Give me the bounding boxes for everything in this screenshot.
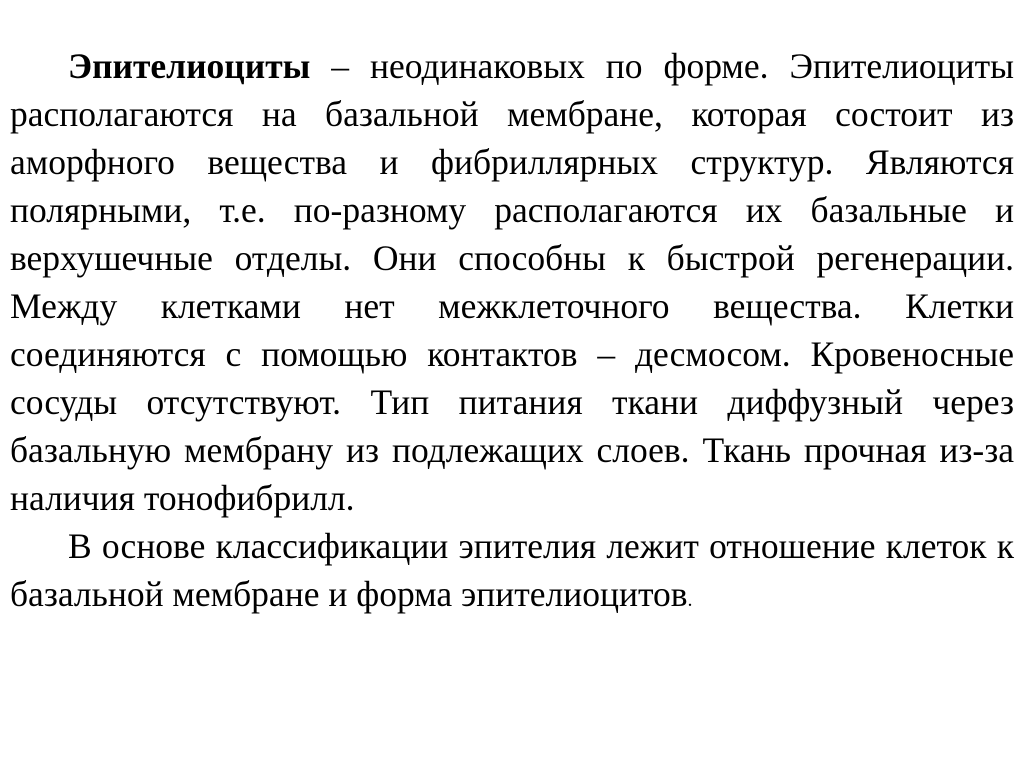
slide-text-body <box>10 42 1014 624</box>
paragraph-2-text: В основе классификации эпителия лежит отношение клеток к базальной мембране и форма эпителиоцитов <box>10 526 1014 614</box>
paragraph-epitheliocytes <box>10 42 1014 522</box>
paragraph-classification <box>10 522 1014 624</box>
term-epitheliocytes: Эпителиоциты <box>68 46 311 86</box>
paragraph-1-text: – неодинаковых по форме. Эпителиоциты располагаются на базальной мембране, которая состоит из аморфного вещества и фибриллярных структур. Являются полярными, т.е. по-разному располагаются их базальные и верхушечные отделы. Они способны к быстрой регенерации. Между клетками нет межклеточного вещества. Клетки соединяются с помощью контактов – десмосом. Кровеносные сосуды отсутствуют. Тип питания ткани диффузный через базальную мембрану из подлежащих слоев. Ткань прочная из-за наличия тонофибрилл. <box>10 46 1014 518</box>
paragraph-2-end-mark: . <box>687 589 693 611</box>
